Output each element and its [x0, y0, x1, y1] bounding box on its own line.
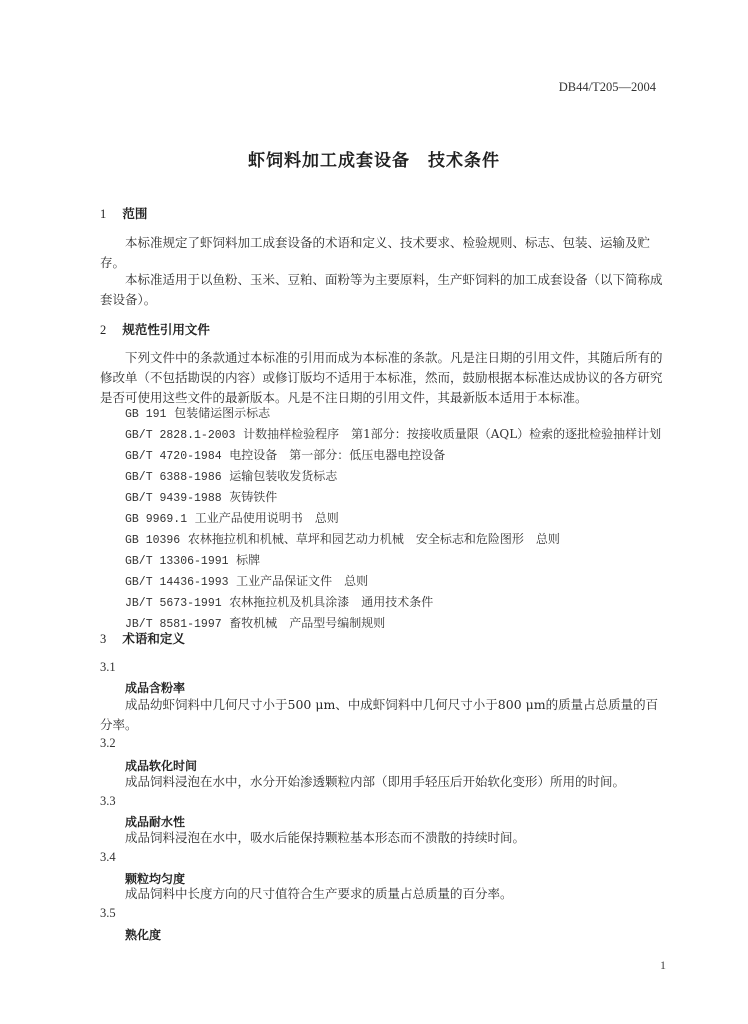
reference-title: 畜牧机械 产品型号编制规则 [229, 616, 386, 630]
reference-code: GB/T 9439-1988 [125, 492, 222, 505]
reference-item [125, 425, 661, 442]
section-title: 范围 [122, 206, 148, 221]
term-number: 3.4 [100, 850, 116, 864]
reference-item [125, 593, 433, 610]
section-number: 3 [100, 632, 107, 646]
reference-item [125, 446, 445, 463]
section-number: 2 [100, 323, 107, 337]
page-number: 1 [660, 958, 666, 972]
reference-item [125, 572, 368, 589]
reference-code: GB 10396 [125, 534, 181, 547]
reference-title: 计数抽样检验程序 第1部分：按接收质量限（AQL）检索的逐批检验抽样计划 [243, 427, 662, 441]
reference-code: GB/T 2828.1-2003 [125, 429, 236, 442]
term-number: 3.2 [100, 736, 116, 750]
reference-title: 工业产品保证文件 总则 [236, 574, 369, 588]
term-definition: 成品幼虾饲料中几何尺寸小于500 μm、中成虾饲料中几何尺寸小于800 μm的质量占总质量的百分率。 [100, 697, 659, 732]
document-title: 虾饲料加工成套设备 技术条件 [248, 151, 500, 171]
section-2-heading [100, 320, 210, 338]
section-title: 术语和定义 [122, 631, 185, 646]
term-name: 成品含粉率 [125, 681, 186, 695]
reference-item [125, 509, 339, 526]
reference-title: 包装储运图示标志 [174, 406, 271, 420]
standard-code: DB44/T205—2004 [558, 80, 656, 94]
reference-code: JB/T 5673-1991 [125, 597, 222, 610]
section-1-heading [100, 204, 147, 222]
reference-code: GB 9969.1 [125, 513, 188, 526]
term-number: 3.5 [100, 906, 116, 920]
section-2-intro: 下列文件中的条款通过本标准的引用而成为本标准的条款。凡是注日期的引用文件，其随后所有的修改单（不包括勘误的内容）或修订版均不适用于本标准，然而，鼓励根据本标准达成协议的各方研究是否可使用这些文件的最新版本。凡是不注日期的引用文件，其最新版本适用于本标准。 [100, 350, 663, 405]
section-number: 1 [100, 207, 107, 221]
term-number: 3.3 [100, 794, 116, 808]
reference-item [125, 467, 337, 484]
term-name: 颗粒均匀度 [125, 872, 186, 886]
section-1-paragraph-1: 本标准规定了虾饲料加工成套设备的术语和定义、技术要求、检验规则、标志、包装、运输及贮存。 [100, 235, 651, 270]
reference-title: 工业产品使用说明书 总则 [194, 511, 339, 525]
reference-item [125, 551, 260, 568]
reference-title: 农林拖拉机及机具涂漆 通用技术条件 [229, 595, 434, 609]
reference-title: 运输包装收发货标志 [229, 469, 338, 483]
term-number: 3.1 [100, 660, 116, 674]
section-title: 规范性引用文件 [122, 322, 210, 337]
reference-code: GB/T 4720-1984 [125, 450, 222, 463]
section-1-paragraph-2: 本标准适用于以鱼粉、玉米、豆粕、面粉等为主要原料，生产虾饲料的加工成套设备（以下简称成套设备）。 [100, 272, 663, 307]
term-definition: 成品饲料中长度方向的尺寸值符合生产要求的质量占总质量的百分率。 [125, 886, 513, 901]
reference-item [125, 488, 277, 505]
reference-item [125, 530, 560, 547]
reference-title: 标牌 [236, 553, 261, 567]
section-3-heading [100, 629, 185, 647]
reference-title: 电控设备 第一部分：低压电器电控设备 [229, 448, 446, 462]
reference-title: 农林拖拉机和机械、草坪和园艺动力机械 安全标志和危险图形 总则 [187, 532, 560, 546]
term-name: 成品软化时间 [125, 759, 198, 773]
term-name: 熟化度 [125, 928, 162, 942]
term-name: 成品耐水性 [125, 815, 186, 829]
reference-title: 灰铸铁件 [229, 490, 278, 504]
reference-item [125, 404, 270, 421]
reference-code: GB 191 [125, 408, 167, 421]
term-definition: 成品饲料浸泡在水中，吸水后能保持颗粒基本形态而不溃散的持续时间。 [125, 830, 526, 845]
reference-code: JB/T 8581-1997 [125, 618, 222, 631]
reference-code: GB/T 14436-1993 [125, 576, 229, 589]
term-definition: 成品饲料浸泡在水中，水分开始渗透颗粒内部（即用手轻压后开始软化变形）所用的时间。 [125, 774, 626, 789]
reference-code: GB/T 13306-1991 [125, 555, 229, 568]
reference-code: GB/T 6388-1986 [125, 471, 222, 484]
